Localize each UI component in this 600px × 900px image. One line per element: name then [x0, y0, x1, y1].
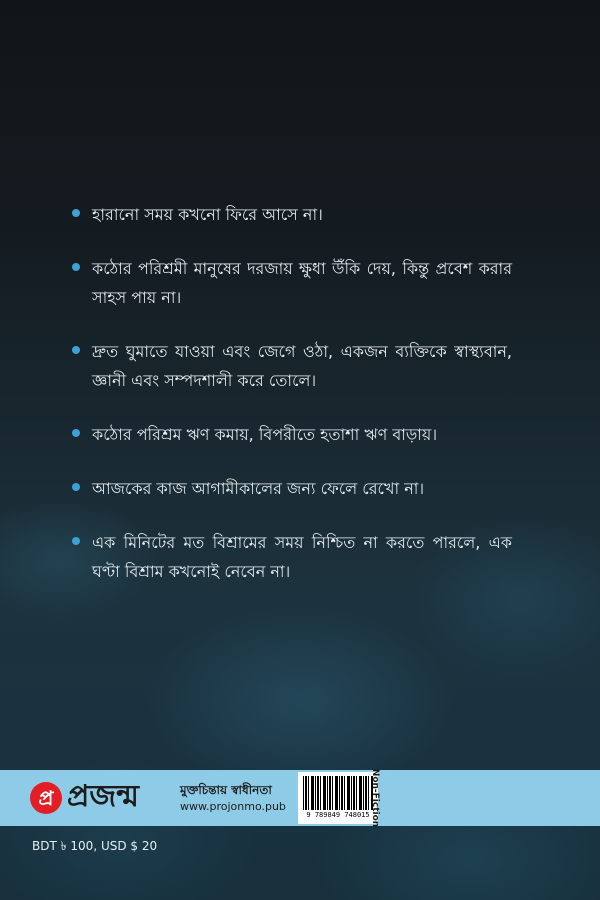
- barcode-bars-icon: [303, 776, 373, 810]
- bullet-icon: [72, 209, 80, 217]
- quote-text: দ্রুত ঘুমাতে যাওয়া এবং জেগে ওঠা, একজন ব্যক্তিকে স্বাস্থ্যবান, জ্ঞানী এবং সম্পদশালী করে তোলে।: [92, 342, 512, 390]
- quote-item: [92, 528, 512, 586]
- genre-label: [368, 770, 382, 826]
- publisher-name: প্রজন্ম: [67, 779, 139, 814]
- quote-item: [92, 200, 512, 229]
- bullet-icon: [72, 346, 80, 354]
- quote-item: [92, 337, 512, 395]
- bullet-icon: [72, 483, 80, 491]
- quote-list: [92, 200, 512, 611]
- quote-item: [92, 474, 512, 503]
- quote-item: [92, 254, 512, 312]
- publisher-tagline: মুক্তচিন্তায় স্বাধীনতা: [180, 783, 272, 797]
- quote-text: হারানো সময় কখনো ফিরে আসে না।: [92, 205, 323, 224]
- quote-text: আজকের কাজ আগামীকালের জন্য ফেলে রেখো না।: [92, 479, 425, 498]
- publisher-website[interactable]: www.projonmo.pub: [180, 800, 286, 813]
- quote-text: এক মিনিটের মত বিশ্রামের সময় নিশ্চিত না করতে পারলে, এক ঘণ্টা বিশ্রাম কখনোই নেবেন না।: [92, 533, 512, 581]
- quote-item: [92, 420, 512, 449]
- bullet-icon: [72, 263, 80, 271]
- price-label: BDT ৳ 100, USD $ 20: [32, 839, 158, 853]
- isbn-number: 9 789849 748015: [306, 811, 370, 819]
- genre-text: Non-Fiction: [370, 768, 380, 828]
- bullet-icon: [72, 429, 80, 437]
- quote-text: কঠোর পরিশ্রমী মানুষের দরজায় ক্ষুধা উঁকি দেয়, কিন্তু প্রবেশ করার সাহস পায় না।: [92, 259, 512, 307]
- publisher-logo-icon: প্র: [30, 782, 62, 814]
- barcode: [298, 772, 378, 824]
- bullet-icon: [72, 537, 80, 545]
- quote-text: কঠোর পরিশ্রম ঋণ কমায়, বিপরীতে হতাশা ঋণ বাড়ায়।: [92, 425, 438, 444]
